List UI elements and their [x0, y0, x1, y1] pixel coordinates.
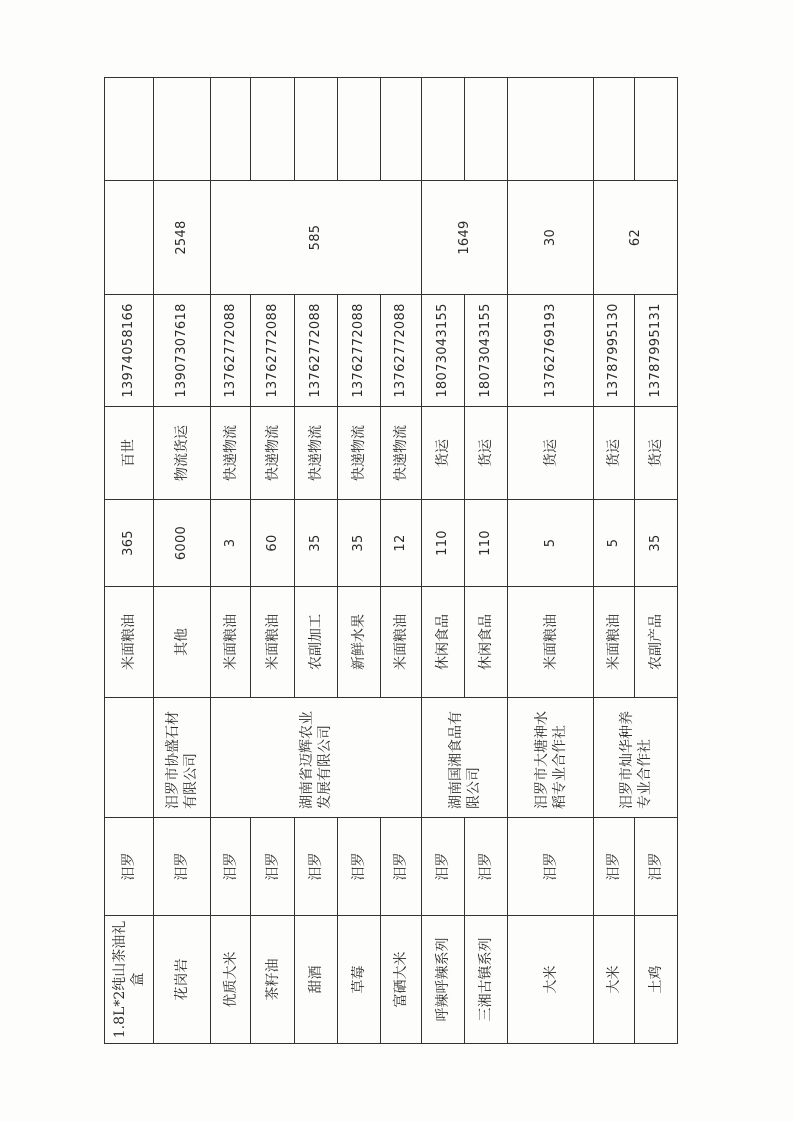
volume-cell: 30 — [508, 181, 594, 295]
table-row — [105, 78, 154, 1044]
remark-cell — [508, 78, 594, 181]
county-cell: 汨罗 — [105, 818, 154, 916]
volume-cell: 1649 — [422, 181, 508, 295]
company-cell: 湖南省迈辉农业发展有限公司 — [211, 698, 422, 818]
phone-cell: 13787995131 — [635, 295, 678, 407]
product-cell: 大米 — [594, 916, 635, 1044]
volume-cell: 2548 — [154, 181, 211, 295]
phone-cell: 18073043155 — [422, 295, 465, 407]
category-cell: 新鲜水果 — [338, 587, 381, 698]
county-cell: 汨罗 — [295, 818, 338, 916]
amount-cell: 35 — [338, 500, 381, 587]
company-cell — [105, 698, 154, 818]
table-row — [211, 78, 251, 1044]
remark-cell — [635, 78, 678, 181]
category-cell: 米面粮油 — [381, 587, 422, 698]
amount-cell: 365 — [105, 500, 154, 587]
phone-cell: 18073043155 — [465, 295, 508, 407]
amount-cell: 3 — [211, 500, 251, 587]
company-cell: 汨罗市大塘神水稻专业合作社 — [508, 698, 594, 818]
remark-cell — [594, 78, 635, 181]
remark-cell — [381, 78, 422, 181]
county-cell: 汨罗 — [154, 818, 211, 916]
phone-cell: 13762769193 — [508, 295, 594, 407]
logistics-cell: 货运 — [635, 407, 678, 500]
product-table — [104, 77, 678, 1044]
county-cell: 汨罗 — [211, 818, 251, 916]
product-cell: 茶籽油 — [251, 916, 295, 1044]
county-cell: 汨罗 — [508, 818, 594, 916]
category-cell: 米面粮油 — [251, 587, 295, 698]
product-cell: 草莓 — [338, 916, 381, 1044]
amount-cell: 110 — [465, 500, 508, 587]
category-cell: 农副产品 — [635, 587, 678, 698]
amount-cell: 35 — [295, 500, 338, 587]
logistics-cell: 物流货运 — [154, 407, 211, 500]
county-cell: 汨罗 — [594, 818, 635, 916]
logistics-cell: 快递物流 — [381, 407, 422, 500]
logistics-cell: 货运 — [422, 407, 465, 500]
product-cell: 富硒大米 — [381, 916, 422, 1044]
phone-cell: 13787995130 — [594, 295, 635, 407]
phone-cell: 13907307618 — [154, 295, 211, 407]
company-cell: 汨罗市协盛石材有限公司 — [154, 698, 211, 818]
product-cell: 优质大米 — [211, 916, 251, 1044]
phone-cell: 13974058166 — [105, 295, 154, 407]
company-cell: 湖南国湘食品有限公司 — [422, 698, 508, 818]
product-cell: 花岗岩 — [154, 916, 211, 1044]
product-cell: 呼辣呼辣系列 — [422, 916, 465, 1044]
category-cell: 米面粮油 — [508, 587, 594, 698]
category-cell: 农副加工 — [295, 587, 338, 698]
amount-cell: 12 — [381, 500, 422, 587]
logistics-cell: 快递物流 — [338, 407, 381, 500]
table-row — [508, 78, 594, 1044]
amount-cell: 35 — [635, 500, 678, 587]
county-cell: 汨罗 — [422, 818, 465, 916]
category-cell: 米面粮油 — [211, 587, 251, 698]
amount-cell: 60 — [251, 500, 295, 587]
remark-cell — [338, 78, 381, 181]
phone-cell: 13762772088 — [211, 295, 251, 407]
amount-cell: 6000 — [154, 500, 211, 587]
rotated-table-wrapper — [104, 78, 677, 1044]
remark-cell — [465, 78, 508, 181]
remark-cell — [211, 78, 251, 181]
volume-cell: 62 — [594, 181, 678, 295]
phone-cell: 13762772088 — [338, 295, 381, 407]
logistics-cell: 快递物流 — [295, 407, 338, 500]
county-cell: 汨罗 — [465, 818, 508, 916]
amount-cell: 110 — [422, 500, 465, 587]
product-cell: 三湘古镇系列 — [465, 916, 508, 1044]
logistics-cell: 货运 — [508, 407, 594, 500]
category-cell: 其他 — [154, 587, 211, 698]
category-cell: 休闲食品 — [465, 587, 508, 698]
category-cell: 米面粮油 — [594, 587, 635, 698]
volume-cell — [105, 181, 154, 295]
county-cell: 汨罗 — [635, 818, 678, 916]
company-cell: 汨罗市灿华种养专业合作社 — [594, 698, 678, 818]
remark-cell — [422, 78, 465, 181]
logistics-cell: 货运 — [465, 407, 508, 500]
table-row — [154, 78, 211, 1044]
county-cell: 汨罗 — [338, 818, 381, 916]
remark-cell — [251, 78, 295, 181]
product-cell: 1.8L*2纯山茶油礼盒 — [105, 916, 154, 1044]
product-cell: 土鸡 — [635, 916, 678, 1044]
category-cell: 休闲食品 — [422, 587, 465, 698]
table-row — [594, 78, 635, 1044]
logistics-cell: 货运 — [594, 407, 635, 500]
remark-cell — [154, 78, 211, 181]
logistics-cell: 快递物流 — [211, 407, 251, 500]
product-cell: 大米 — [508, 916, 594, 1044]
logistics-cell: 百世 — [105, 407, 154, 500]
category-cell: 米面粮油 — [105, 587, 154, 698]
county-cell: 汨罗 — [251, 818, 295, 916]
logistics-cell: 快递物流 — [251, 407, 295, 500]
amount-cell: 5 — [508, 500, 594, 587]
volume-cell: 585 — [211, 181, 422, 295]
phone-cell: 13762772088 — [381, 295, 422, 407]
remark-cell — [295, 78, 338, 181]
table-row — [422, 78, 465, 1044]
phone-cell: 13762772088 — [295, 295, 338, 407]
county-cell: 汨罗 — [381, 818, 422, 916]
amount-cell: 5 — [594, 500, 635, 587]
phone-cell: 13762772088 — [251, 295, 295, 407]
remark-cell — [105, 78, 154, 181]
product-cell: 甜酒 — [295, 916, 338, 1044]
